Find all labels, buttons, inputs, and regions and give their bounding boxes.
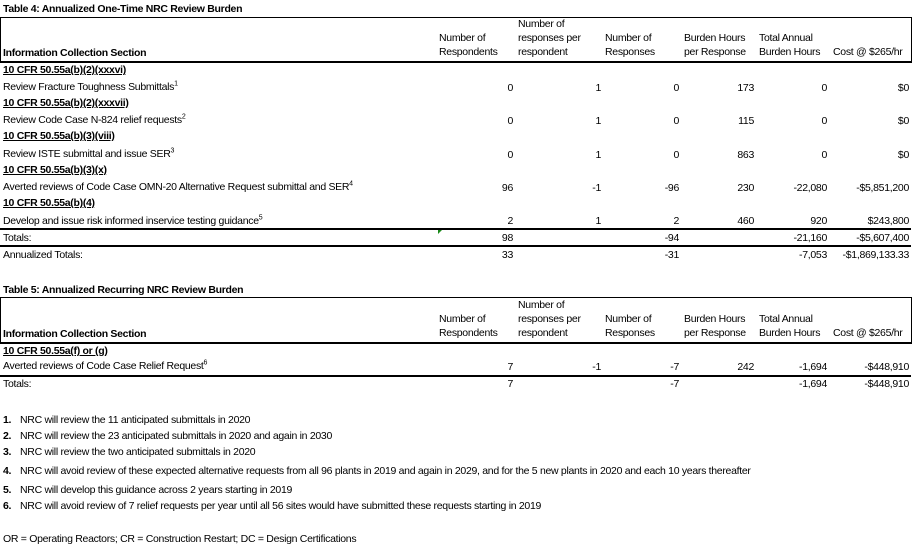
- line-item-label: Review ISTE submittal and issue SER: [3, 148, 171, 160]
- header-respondents: Number of Respondents: [439, 313, 498, 339]
- line-item-cost: $0: [897, 115, 909, 127]
- footnote-number: 5.: [3, 484, 12, 496]
- line-item-cost: $0: [897, 82, 909, 94]
- footnote-text: NRC will review the 23 anticipated submittals in 2020 and again in 2030: [20, 430, 332, 442]
- cell-comment-marker[interactable]: [438, 230, 442, 234]
- totals-total-annual-burden-hours: -1,694: [799, 378, 827, 390]
- line-item-responses-per-respondent: 1: [595, 115, 601, 127]
- footnote-text: NRC will avoid review of these expected alternative requests from all 96 plants in 2019 and again in 2029, and for the 5 new plants in 2020 and each 10 years thereafter: [20, 465, 751, 477]
- line-item-label: Review Code Case N-824 relief requests: [3, 114, 182, 126]
- line-item-total-annual-burden-hours: -1,694: [799, 361, 827, 373]
- header-responses-per-respondent: Number of responses per respondent: [518, 18, 581, 58]
- totals-responses: -7: [670, 378, 679, 390]
- line-item-total-annual-burden-hours: 0: [821, 115, 827, 127]
- footnote-ref: 6: [203, 359, 208, 367]
- line-item-total-annual-burden-hours: 0: [821, 82, 827, 94]
- line-item-responses: -96: [664, 182, 679, 194]
- line-item-burden-hours-per-response: 863: [737, 149, 754, 161]
- line-item-cost: -$448,910: [864, 361, 909, 373]
- footnote-number: 2.: [3, 430, 12, 442]
- line-item-responses-per-respondent: 1: [595, 82, 601, 94]
- section-heading: 10 CFR 50.55a(b)(3)(x): [3, 164, 107, 176]
- line-item-burden-hours-per-response: 115: [738, 115, 754, 127]
- line-item: [3, 81, 178, 93]
- footnote-ref: 5: [258, 214, 263, 222]
- line-item-label: Review Fracture Toughness Submittals: [3, 81, 175, 93]
- annualized-totals-cost: -$1,869,133.33: [842, 249, 909, 261]
- footnote-number: 4.: [3, 465, 12, 477]
- totals-cost: -$448,910: [864, 378, 909, 390]
- line-item-responses-per-respondent: 1: [595, 215, 601, 227]
- line-item-burden-hours-per-response: 460: [737, 215, 754, 227]
- line-item-respondents: 0: [507, 115, 513, 127]
- footnote-text: NRC will develop this guidance across 2 years starting in 2019: [20, 484, 293, 496]
- line-item-respondents: 2: [507, 215, 513, 227]
- line-item-respondents: 7: [507, 361, 513, 373]
- header-information-collection-section: Information Collection Section: [3, 328, 147, 340]
- divider: [0, 228, 911, 230]
- divider: [0, 61, 911, 63]
- header-information-collection-section: Information Collection Section: [3, 47, 147, 59]
- line-item-cost: $0: [897, 149, 909, 161]
- line-item-respondents: 0: [507, 82, 513, 94]
- footnote-number: 3.: [3, 446, 12, 458]
- totals-responses: -94: [664, 232, 679, 244]
- line-item: [3, 215, 262, 227]
- line-item-burden-hours-per-response: 230: [737, 182, 754, 194]
- line-item-burden-hours-per-response: 173: [737, 82, 754, 94]
- line-item-responses: 0: [673, 82, 679, 94]
- footnote-ref: 1: [174, 80, 178, 88]
- header-responses: Number of Responses: [605, 32, 655, 58]
- annualized-totals-respondents: 33: [501, 249, 513, 261]
- line-item-total-annual-burden-hours: 920: [810, 215, 827, 227]
- divider: [0, 375, 911, 377]
- line-item: [3, 114, 185, 126]
- totals-respondents: 98: [501, 232, 513, 244]
- line-item-label: Averted reviews of Code Case Relief Request: [3, 360, 204, 372]
- line-item-responses: 0: [673, 115, 679, 127]
- footnote-text: NRC will review the two anticipated submittals in 2020: [20, 446, 256, 458]
- abbreviations-note: OR = Operating Reactors; CR = Construction Restart; DC = Design Certifications: [3, 533, 357, 545]
- line-item-label: Develop and issue risk informed inservice testing guidance: [3, 215, 259, 227]
- totals-label: Totals:: [3, 232, 32, 244]
- header-burden-hours-per-response: Burden Hours per Response: [684, 32, 746, 58]
- line-item-total-annual-burden-hours: 0: [821, 149, 827, 161]
- line-item-label: Averted reviews of Code Case OMN-20 Alternative Request submittal and SER: [3, 181, 350, 193]
- header-cost: Cost @ $265/hr: [833, 46, 903, 58]
- header-respondents: Number of Respondents: [439, 32, 498, 58]
- section-heading: 10 CFR 50.55a(b)(4): [3, 197, 95, 209]
- footnote-ref: 4: [349, 180, 353, 188]
- section-heading: 10 CFR 50.55a(b)(2)(xxxvi): [3, 64, 126, 76]
- header-cost: Cost @ $265/hr: [833, 327, 903, 339]
- line-item: [3, 148, 174, 160]
- totals-cost: -$5,607,400: [856, 232, 909, 244]
- line-item-responses: 0: [673, 149, 679, 161]
- header-total-annual-burden-hours: Total Annual Burden Hours: [759, 32, 821, 58]
- header-burden-hours-per-response: Burden Hours per Response: [684, 313, 746, 339]
- footnote-number: 1.: [3, 414, 12, 426]
- section-heading: 10 CFR 50.55a(b)(2)(xxxvii): [3, 97, 129, 109]
- footnote-ref: 2: [181, 113, 186, 121]
- footnote-text: NRC will avoid review of 7 relief requests per year until all 56 sites would have submitted these requests starting in 2019: [20, 500, 542, 512]
- table-5-title: Table 5: Annualized Recurring NRC Review Burden: [3, 284, 244, 296]
- line-item-cost: -$5,851,200: [856, 182, 909, 194]
- annualized-totals-total-annual-burden-hours: -7,053: [799, 249, 827, 261]
- line-item-respondents: 96: [501, 182, 513, 194]
- line-item-respondents: 0: [507, 149, 513, 161]
- totals-respondents: 7: [507, 378, 513, 390]
- divider: [0, 342, 911, 344]
- footnote-text: NRC will review the 11 anticipated submittals in 2020: [20, 414, 251, 426]
- footnote-number: 6.: [3, 500, 12, 512]
- line-item-responses: -7: [670, 361, 679, 373]
- annualized-totals-label: Annualized Totals:: [3, 249, 83, 261]
- line-item: [3, 360, 207, 372]
- totals-total-annual-burden-hours: -21,160: [793, 232, 827, 244]
- line-item: [3, 181, 353, 193]
- header-responses-per-respondent: Number of responses per respondent: [518, 299, 581, 339]
- line-item-responses-per-respondent: 1: [595, 149, 601, 161]
- line-item-cost: $243,800: [867, 215, 909, 227]
- divider: [0, 245, 911, 247]
- header-total-annual-burden-hours: Total Annual Burden Hours: [759, 313, 821, 339]
- line-item-total-annual-burden-hours: -22,080: [793, 182, 827, 194]
- line-item-responses: 2: [673, 215, 679, 227]
- table-4-title: Table 4: Annualized One-Time NRC Review Burden: [3, 3, 243, 15]
- header-responses: Number of Responses: [605, 313, 655, 339]
- section-heading: 10 CFR 50.55a(f) or (g): [3, 345, 108, 357]
- section-heading: 10 CFR 50.55a(b)(3)(viii): [3, 130, 115, 142]
- footnote-ref: 3: [170, 147, 175, 155]
- line-item-responses-per-respondent: -1: [592, 182, 601, 194]
- line-item-responses-per-respondent: -1: [592, 361, 601, 373]
- annualized-totals-responses: -31: [664, 249, 679, 261]
- totals-label: Totals:: [3, 378, 32, 390]
- line-item-burden-hours-per-response: 242: [737, 361, 754, 373]
